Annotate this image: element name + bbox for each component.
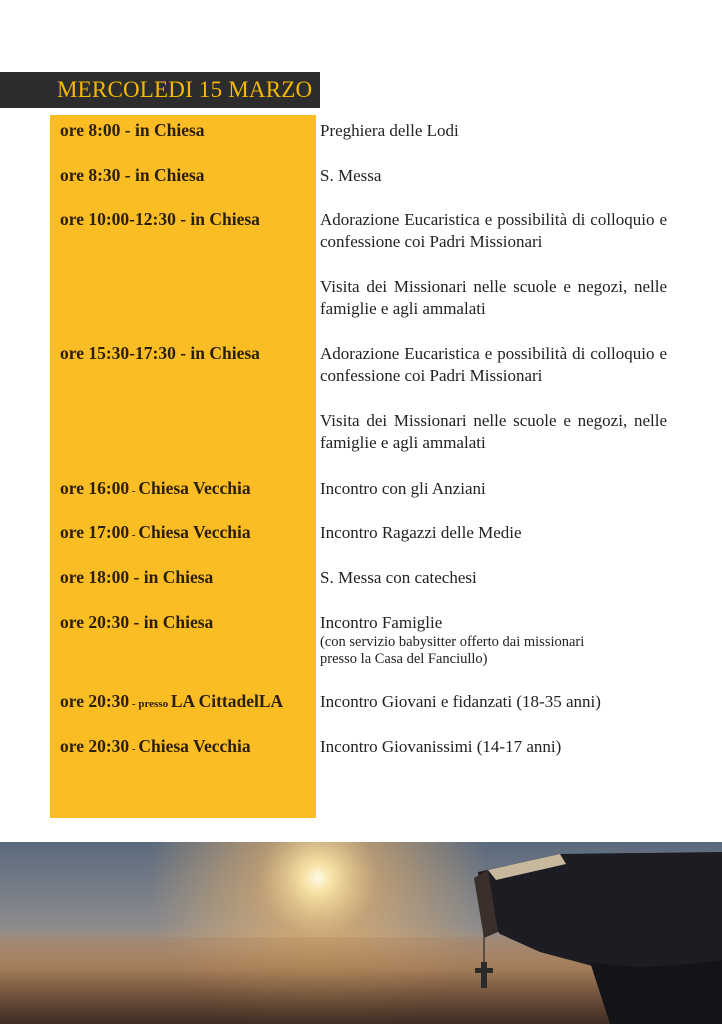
schedule-description: Adorazione Eucaristica e possibilità di colloquio e confessione coi Padri Missionari bbox=[320, 210, 667, 251]
schedule-time: ore 10:00-12:30 - in Chiesa bbox=[60, 209, 260, 229]
schedule-description: Preghiera delle Lodi bbox=[320, 121, 459, 140]
schedule-time: ore 8:00 - in Chiesa bbox=[60, 120, 205, 140]
schedule-description: Incontro Giovani e fidanzati (18-35 anni) bbox=[320, 692, 601, 711]
schedule-description: Incontro Giovanissimi (14-17 anni) bbox=[320, 737, 562, 756]
schedule-description: S. Messa bbox=[320, 166, 382, 185]
schedule-description: Incontro Ragazzi delle Medie bbox=[320, 523, 522, 542]
schedule-time: ore 17:00 - Chiesa Vecchia bbox=[60, 522, 251, 542]
schedule-time: ore 20:30 - presso LA CittadelLA bbox=[60, 691, 284, 711]
schedule-time: ore 20:30 - Chiesa Vecchia bbox=[60, 736, 251, 756]
schedule-note: (con servizio babysitter offerto dai missionari presso la Casa del Fanciullo) bbox=[320, 634, 585, 667]
schedule-time: ore 15:30-17:30 - in Chiesa bbox=[60, 343, 260, 363]
schedule-time: ore 16:00 - Chiesa Vecchia bbox=[60, 478, 251, 498]
schedule-time: ore 8:30 - in Chiesa bbox=[60, 165, 205, 185]
sunset-cross-rosary-image bbox=[0, 842, 722, 1024]
schedule-time: ore 18:00 - in Chiesa bbox=[60, 567, 214, 587]
page-title: MERCOLEDI 15 MARZO bbox=[57, 77, 313, 102]
schedule-description: Adorazione Eucaristica e possibilità di colloquio e confessione coi Padri Missionari bbox=[320, 344, 667, 385]
schedule-time: ore 20:30 - in Chiesa bbox=[60, 612, 214, 632]
schedule-description: S. Messa con catechesi bbox=[320, 568, 477, 587]
schedule-description: Visita dei Missionari nelle scuole e negozi, nelle famiglie e agli ammalati bbox=[320, 277, 667, 318]
schedule-description: Visita dei Missionari nelle scuole e negozi, nelle famiglie e agli ammalati bbox=[320, 411, 667, 452]
schedule-description: Incontro Famiglie (con servizio babysitter offerto dai missionari presso la Casa del Fanciullo) bbox=[320, 612, 667, 668]
schedule-description: Incontro con gli Anziani bbox=[320, 479, 486, 498]
